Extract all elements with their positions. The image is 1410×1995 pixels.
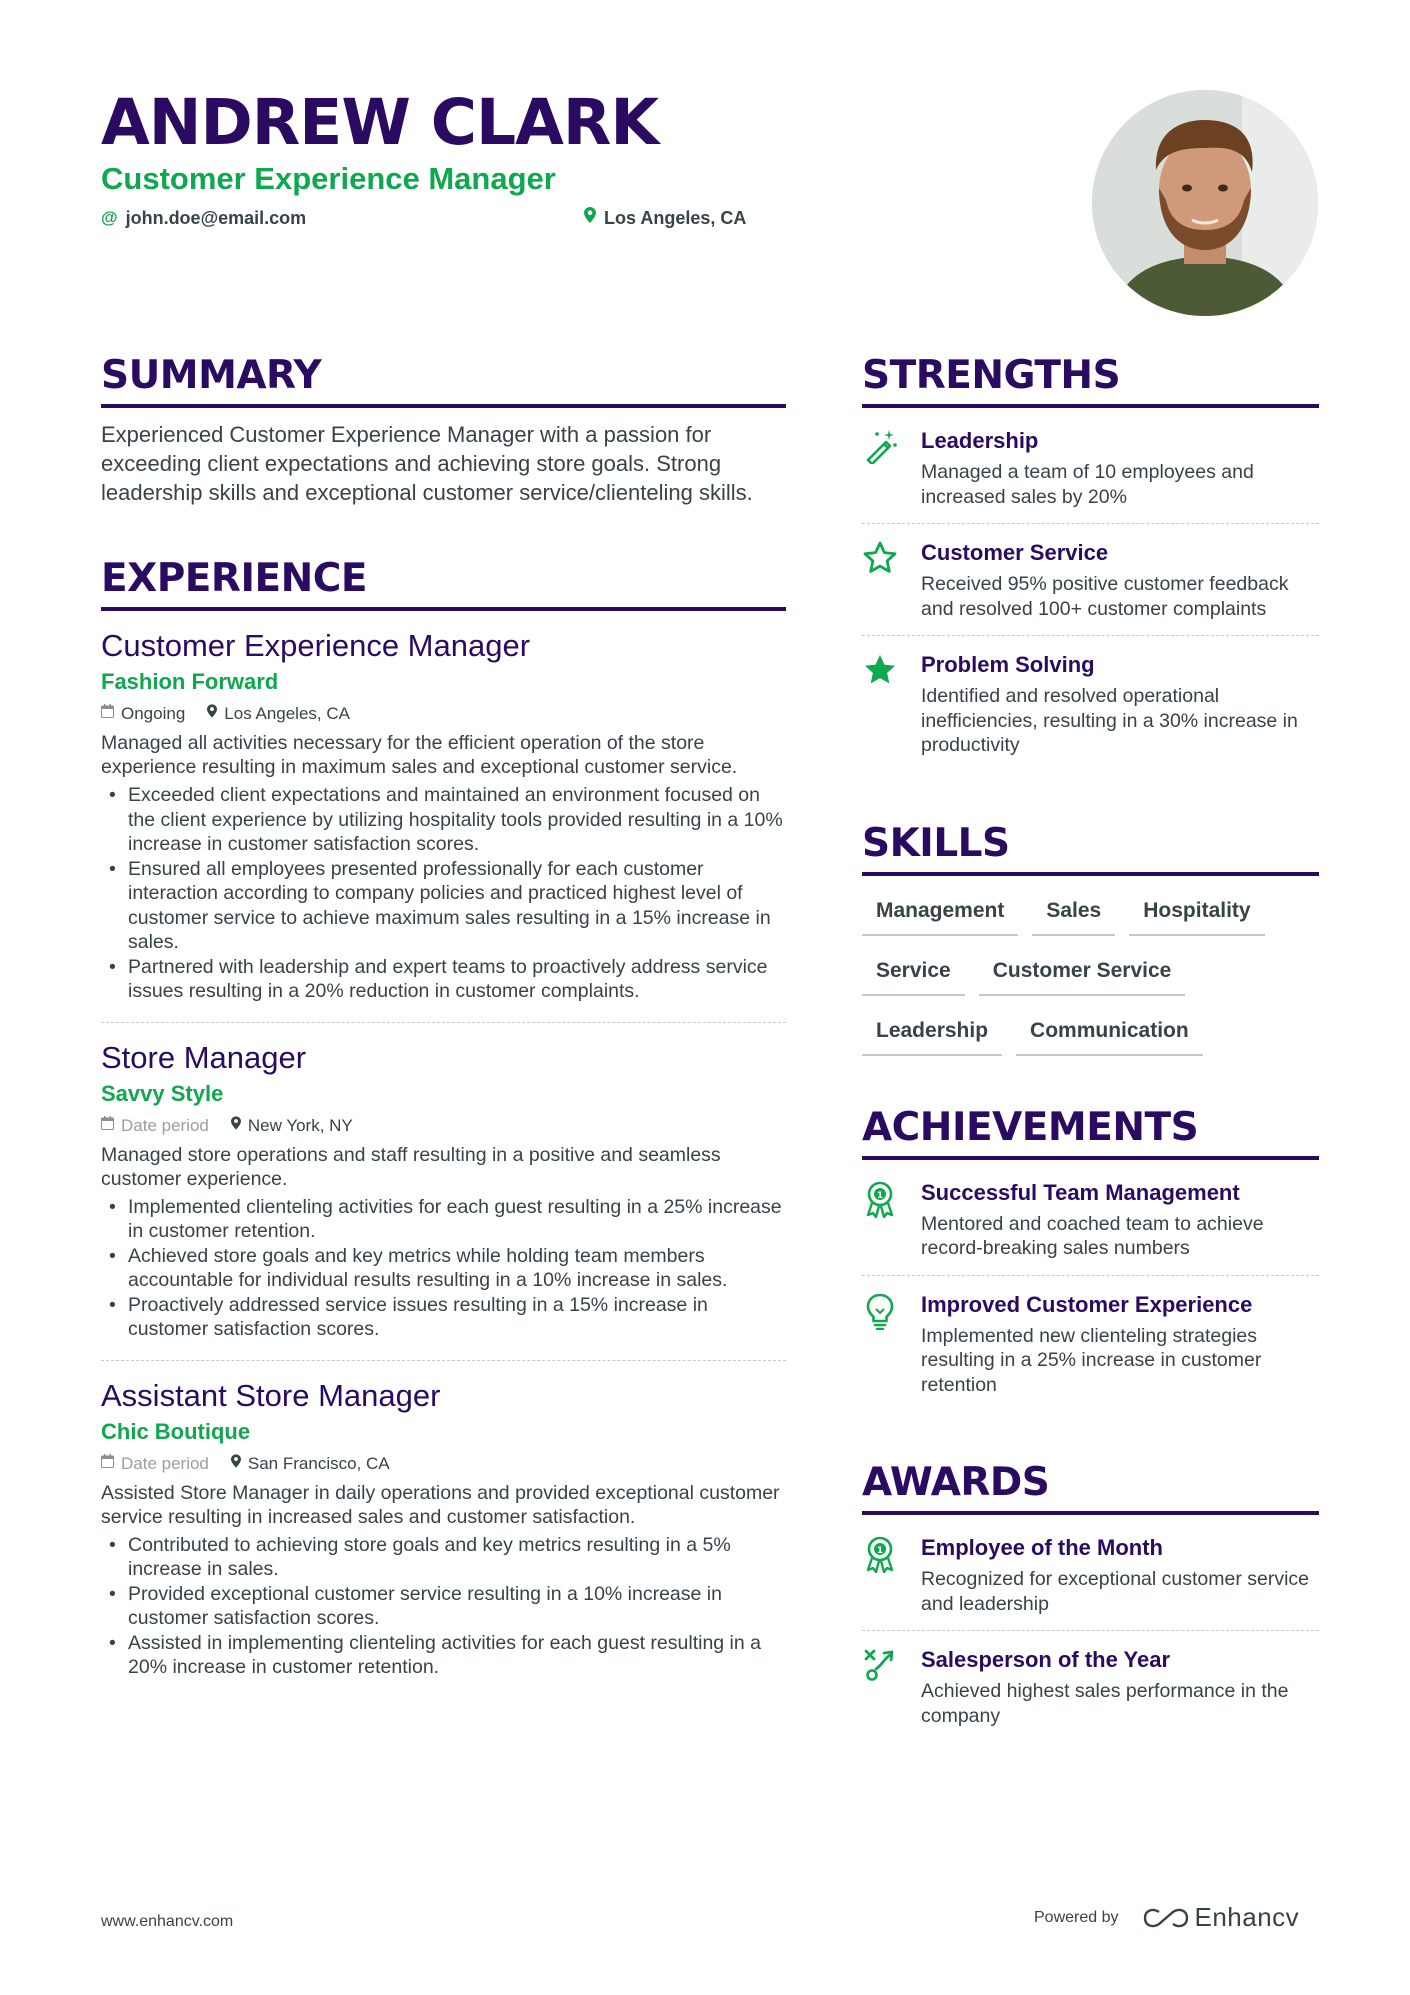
lightbulb-icon bbox=[862, 1290, 921, 1398]
job-location bbox=[231, 1453, 390, 1475]
strategy-arrow-icon bbox=[862, 1645, 921, 1728]
job-location bbox=[207, 703, 350, 725]
calendar-icon bbox=[101, 1115, 114, 1137]
experience-heading: EXPERIENCE bbox=[101, 555, 786, 611]
enhancv-logo[interactable] bbox=[1143, 1902, 1300, 1933]
strength-item bbox=[862, 636, 1319, 772]
achievement-item bbox=[862, 1276, 1319, 1412]
award-desc: Recognized for exceptional customer service and leadership bbox=[921, 1568, 1310, 1615]
job-location-text: San Francisco, CA bbox=[247, 1453, 390, 1473]
strength-desc: Managed a team of 10 employees and increased sales by 20% bbox=[921, 461, 1254, 508]
skill-tag: Service bbox=[862, 950, 965, 996]
achievement-title: Improved Customer Experience bbox=[921, 1291, 1253, 1317]
skill-tag: Hospitality bbox=[1129, 890, 1264, 936]
award-ribbon-icon bbox=[862, 1178, 921, 1261]
awards-heading: AWARDS bbox=[862, 1459, 1319, 1515]
job-bullet: • Contributed to achieving store goals and key metrics resulting in a 5% increase in sales. bbox=[101, 1533, 786, 1582]
location-text: Los Angeles, CA bbox=[604, 208, 747, 228]
job-bullets bbox=[101, 783, 786, 1004]
email-text[interactable]: john.doe@email.com bbox=[125, 208, 307, 228]
award-title: Salesperson of the Year bbox=[921, 1647, 1171, 1672]
job-location bbox=[231, 1115, 353, 1137]
job-period bbox=[101, 703, 185, 725]
job-bullet: • Provided exceptional customer service resulting in a 10% increase in customer satisfaction scores. bbox=[101, 1582, 786, 1631]
job-bullet: • Exceeded client expectations and maintained an environment focused on the client experience by utilizing hospitality tools provided resulting in a 10% increase in customer satisfaction scores. bbox=[101, 783, 786, 857]
map-pin-icon bbox=[231, 1453, 241, 1475]
job-company: Savvy Style bbox=[101, 1080, 224, 1106]
achievement-title: Successful Team Management bbox=[921, 1179, 1240, 1205]
job-location-text: New York, NY bbox=[247, 1115, 353, 1135]
location-contact bbox=[584, 206, 746, 230]
profile-photo bbox=[1092, 90, 1318, 316]
map-pin-icon bbox=[584, 206, 596, 230]
award-desc: Achieved highest sales performance in the company bbox=[921, 1680, 1289, 1727]
skills-list bbox=[862, 890, 1319, 1070]
job-title: Store Manager bbox=[101, 1039, 307, 1075]
experience-section bbox=[101, 555, 786, 1698]
job-description: Managed all activities necessary for the efficient operation of the store experience resulting in maximum sales and exceptional customer service. bbox=[101, 732, 738, 778]
job-description: Managed store operations and staff resulting in a positive and seamless customer experience. bbox=[101, 1143, 721, 1190]
resume-header bbox=[101, 88, 1081, 230]
summary-heading: SUMMARY bbox=[101, 352, 786, 408]
skill-tag: Communication bbox=[1016, 1010, 1203, 1056]
svg-text:1: 1 bbox=[876, 1190, 884, 1201]
right-column bbox=[862, 352, 1319, 1742]
email-contact bbox=[101, 206, 584, 230]
enhancv-brand-text: Enhancv bbox=[1194, 1902, 1300, 1932]
award-item bbox=[862, 1519, 1319, 1631]
job-meta bbox=[101, 1115, 786, 1137]
award-ribbon-icon bbox=[862, 1533, 921, 1616]
job-entry bbox=[101, 1023, 786, 1361]
contact-info bbox=[101, 206, 1081, 230]
at-sign-icon: @ bbox=[101, 208, 118, 227]
candidate-title: Customer Experience Manager bbox=[101, 161, 556, 196]
strength-title: Leadership bbox=[921, 428, 1039, 453]
strength-desc: Identified and resolved operational inefficiencies, resulting in a 30% increase in productivity bbox=[921, 685, 1298, 756]
map-pin-icon bbox=[207, 703, 217, 725]
job-period-text: Date period bbox=[121, 1453, 209, 1473]
job-period-text: Date period bbox=[121, 1115, 209, 1135]
skill-tag: Customer Service bbox=[979, 950, 1186, 996]
strength-item bbox=[862, 412, 1319, 524]
summary-text: Experienced Customer Experience Manager with a passion for exceeding client expectations and achieving store goals. Strong leadership skills and exceptional customer service/clienteling skills. bbox=[101, 422, 753, 505]
job-bullet: • Proactively addressed service issues resulting in a 15% increase in customer satisfaction scores. bbox=[101, 1293, 786, 1342]
job-description: Assisted Store Manager in daily operations and provided exceptional customer service resulting in increased sales and customer satisfaction. bbox=[101, 1481, 780, 1528]
candidate-name: ANDREW CLARK bbox=[101, 86, 659, 159]
calendar-icon bbox=[101, 703, 114, 725]
footer-website[interactable]: www.enhancv.com bbox=[101, 1913, 234, 1930]
job-bullet: • Partnered with leadership and expert teams to proactively address service issues resulting in a 20% reduction in customer complaints. bbox=[101, 955, 786, 1004]
star-outline-icon bbox=[862, 538, 921, 621]
job-bullet: • Implemented clienteling activities for each guest resulting in a 25% increase in customer retention. bbox=[101, 1195, 786, 1244]
strength-item bbox=[862, 524, 1319, 636]
powered-by-text: Powered by bbox=[1034, 1908, 1119, 1926]
job-bullet: • Assisted in implementing clienteling activities for each guest resulting in a 20% increase in customer retention. bbox=[101, 1631, 786, 1680]
achievement-desc: Mentored and coached team to achieve record-breaking sales numbers bbox=[921, 1212, 1264, 1259]
job-company: Chic Boutique bbox=[101, 1418, 251, 1444]
left-column bbox=[101, 352, 786, 1698]
job-bullets bbox=[101, 1533, 786, 1680]
job-location-text: Los Angeles, CA bbox=[224, 704, 350, 723]
awards-section bbox=[862, 1459, 1319, 1742]
job-entry bbox=[101, 611, 786, 1023]
footer-branding bbox=[1034, 1902, 1299, 1933]
skill-tag: Leadership bbox=[862, 1010, 1002, 1056]
job-period bbox=[101, 1453, 209, 1475]
job-bullet: • Ensured all employees presented professionally for each customer interaction according to company policies and practiced highest level of customer service to achieve maximum sales resulting in a 15% increase in sales. bbox=[101, 857, 786, 955]
achievement-desc: Implemented new clienteling strategies resulting in a 25% increase in customer retention bbox=[921, 1324, 1262, 1396]
award-title: Employee of the Month bbox=[921, 1535, 1163, 1560]
svg-text:1: 1 bbox=[876, 1546, 884, 1556]
job-bullets bbox=[101, 1195, 786, 1342]
strengths-section bbox=[862, 352, 1319, 772]
map-pin-icon bbox=[231, 1115, 241, 1137]
skill-tag: Management bbox=[862, 890, 1018, 936]
award-item bbox=[862, 1631, 1319, 1742]
job-meta bbox=[101, 703, 786, 725]
job-period-text: Ongoing bbox=[121, 704, 186, 723]
magic-wand-icon bbox=[862, 426, 921, 509]
job-entry bbox=[101, 1361, 786, 1698]
summary-section bbox=[101, 352, 786, 507]
job-company: Fashion Forward bbox=[101, 669, 279, 694]
skills-section bbox=[862, 820, 1319, 1070]
achievements-heading: ACHIEVEMENTS bbox=[862, 1104, 1319, 1160]
strength-title: Problem Solving bbox=[921, 652, 1095, 677]
achievements-section bbox=[862, 1104, 1319, 1412]
job-period bbox=[101, 1115, 209, 1137]
achievement-item bbox=[862, 1164, 1319, 1276]
strength-desc: Received 95% positive customer feedback and resolved 100+ customer complaints bbox=[921, 573, 1289, 620]
strength-title: Customer Service bbox=[921, 540, 1109, 565]
skill-tag: Sales bbox=[1032, 890, 1115, 936]
job-title: Customer Experience Manager bbox=[101, 628, 531, 663]
strengths-heading: STRENGTHS bbox=[862, 352, 1319, 408]
star-icon bbox=[862, 650, 921, 758]
calendar-icon bbox=[101, 1453, 114, 1475]
skills-heading: SKILLS bbox=[862, 820, 1319, 876]
job-title: Assistant Store Manager bbox=[101, 1377, 441, 1413]
job-bullet: • Achieved store goals and key metrics while holding team members accountable for individual results resulting in a 10% increase in sales. bbox=[101, 1244, 786, 1293]
job-meta bbox=[101, 1453, 786, 1475]
